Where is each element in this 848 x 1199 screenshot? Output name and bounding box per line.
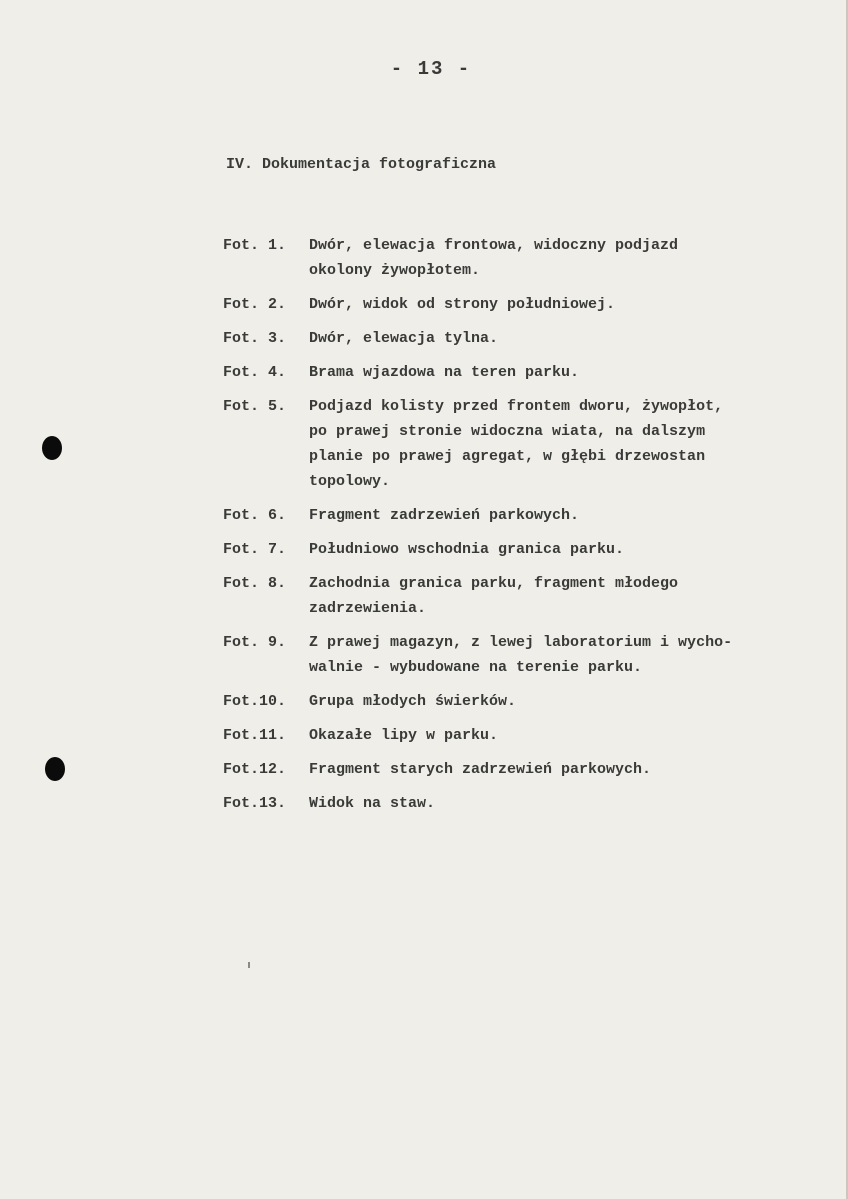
section-heading: IV. Dokumentacja fotograficzna xyxy=(226,156,497,173)
photo-item-9 xyxy=(223,630,823,680)
photo-label: Fot. 7. xyxy=(223,541,287,558)
photo-description: Dwór, widok od strony południowej. xyxy=(309,296,616,313)
photo-label: Fot. 3. xyxy=(223,330,287,347)
photo-description: Południowo wschodnia granica parku. xyxy=(309,541,625,558)
photo-label: Fot. 1. xyxy=(223,237,287,254)
photo-description: Grupa młodych świerków. xyxy=(309,693,517,710)
photo-item-8 xyxy=(223,571,823,621)
photo-item-3 xyxy=(223,326,823,351)
photo-description: Podjazd kolisty przed frontem dworu, żywopłot, po prawej stronie widoczna wiata, na dalszym planie po prawej agregat, w głębi drzewostan topolowy. xyxy=(309,398,724,490)
punch-hole-bottom xyxy=(45,757,65,781)
photo-item-4 xyxy=(223,360,823,385)
photo-item-5 xyxy=(223,394,823,494)
photo-item-6 xyxy=(223,503,823,528)
photo-list xyxy=(223,233,823,825)
photo-item-7 xyxy=(223,537,823,562)
photo-label: Fot.10. xyxy=(223,693,287,710)
photo-description: Dwór, elewacja tylna. xyxy=(309,330,499,347)
photo-item-11 xyxy=(223,723,823,748)
photo-label: Fot.12. xyxy=(223,761,287,778)
photo-description: Z prawej magazyn, z lewej laboratorium i wycho- walnie - wybudowane na terenie parku. xyxy=(309,634,733,676)
paper-speck xyxy=(248,962,250,968)
punch-hole-top xyxy=(42,436,62,460)
photo-item-2 xyxy=(223,292,823,317)
photo-item-1 xyxy=(223,233,823,283)
photo-description: Brama wjazdowa na teren parku. xyxy=(309,364,580,381)
photo-description: Fragment zadrzewień parkowych. xyxy=(309,507,580,524)
photo-label: Fot. 4. xyxy=(223,364,287,381)
photo-label: Fot. 6. xyxy=(223,507,287,524)
photo-label: Fot.13. xyxy=(223,795,287,812)
photo-description: Dwór, elewacja frontowa, widoczny podjazd okolony żywopłotem. xyxy=(309,237,679,279)
photo-label: Fot. 8. xyxy=(223,575,287,592)
photo-label: Fot. 5. xyxy=(223,398,287,415)
photo-item-10 xyxy=(223,689,823,714)
photo-item-12 xyxy=(223,757,823,782)
photo-description: Widok na staw. xyxy=(309,795,436,812)
photo-item-13 xyxy=(223,791,823,816)
photo-description: Okazałe lipy w parku. xyxy=(309,727,499,744)
photo-label: Fot. 2. xyxy=(223,296,287,313)
photo-description: Zachodnia granica parku, fragment młodego zadrzewienia. xyxy=(309,575,679,617)
photo-label: Fot.11. xyxy=(223,727,287,744)
photo-description: Fragment starych zadrzewień parkowych. xyxy=(309,761,652,778)
photo-label: Fot. 9. xyxy=(223,634,287,651)
page-number: - 13 - xyxy=(390,58,472,80)
